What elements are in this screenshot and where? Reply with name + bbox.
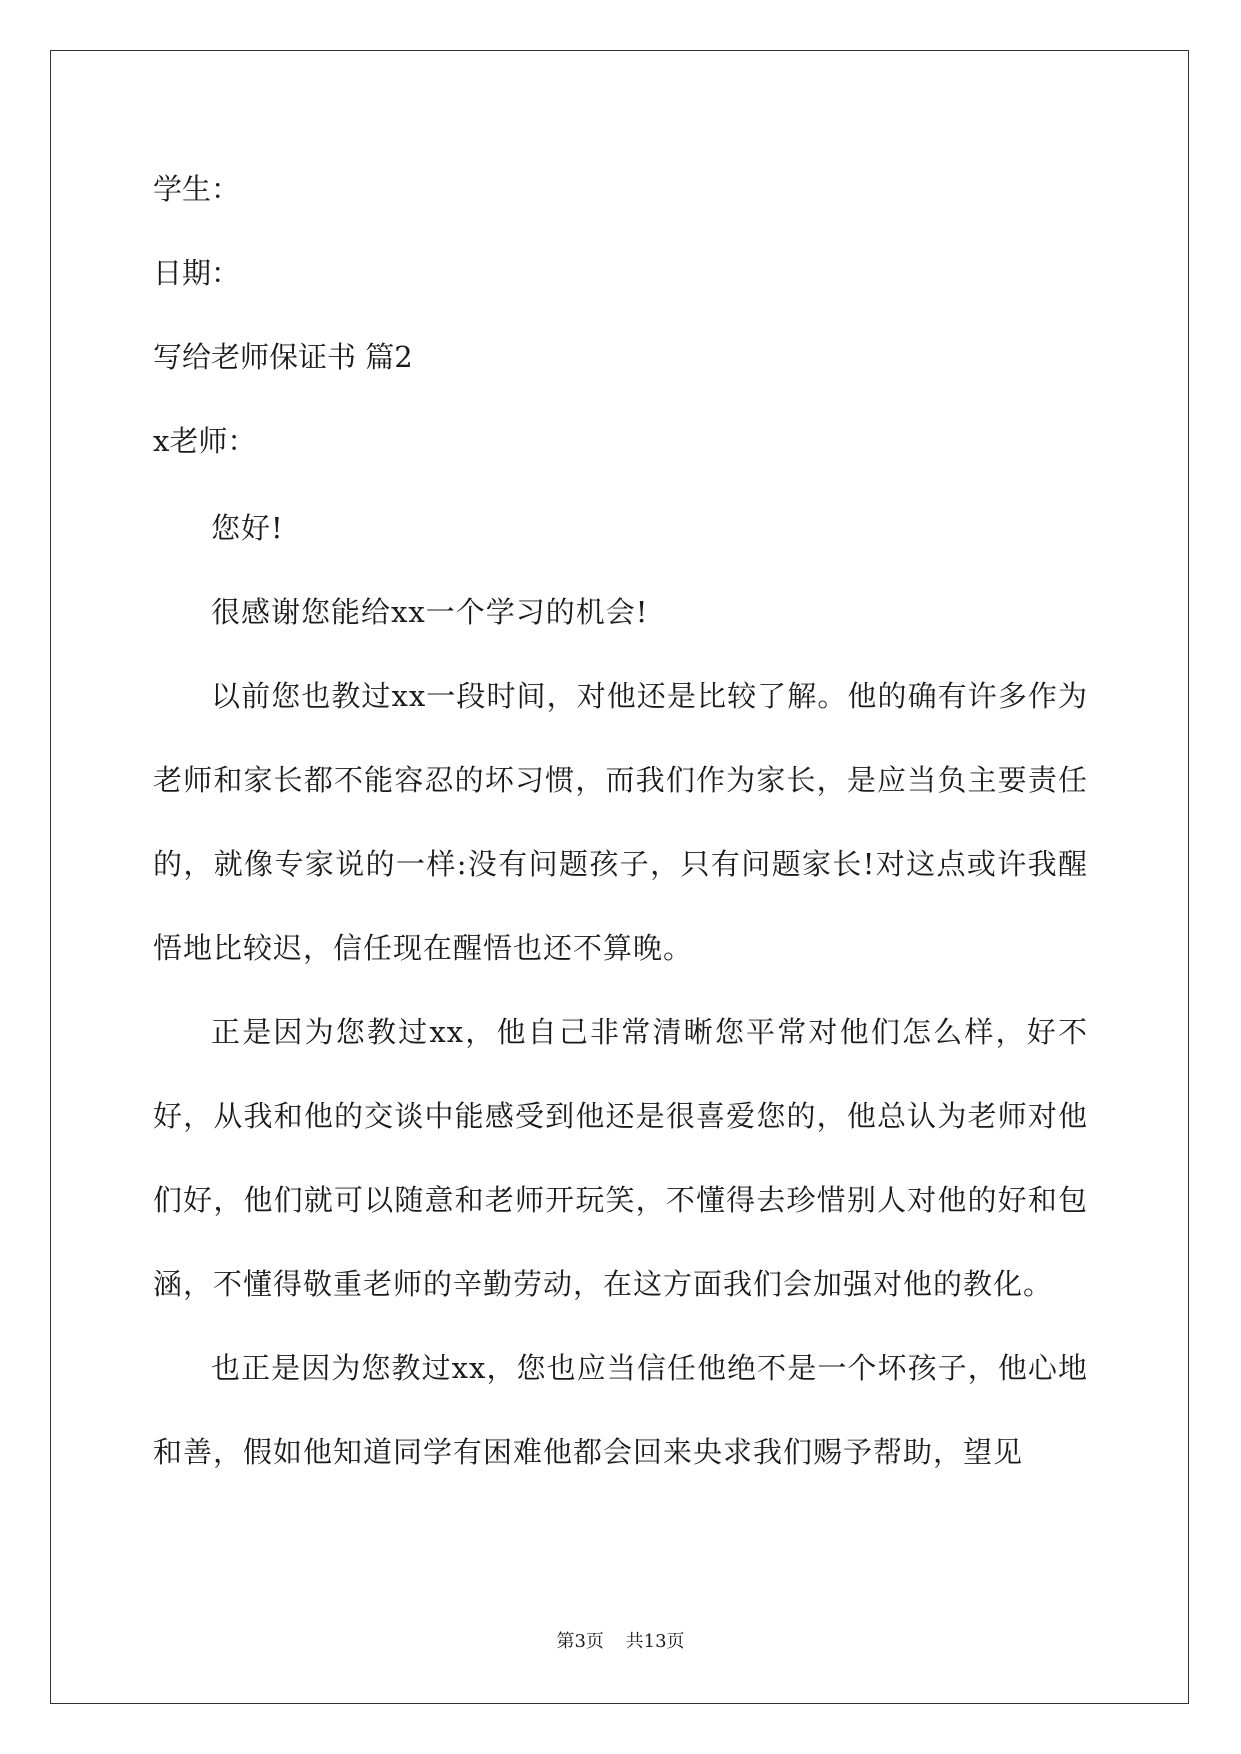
page-footer — [0, 1627, 1241, 1653]
salutation: x老师： — [153, 424, 257, 458]
student-line: 学生： — [153, 172, 241, 206]
paragraph-body: 正是因为您教过xx，他自己非常清晰您平常对他们怎么样，好不好，从我和他的交谈中能感受到他还是很喜爱您的，他总认为老师对他们好，他们就可以随意和老师开玩笑，不懂得去珍惜别人对他的好和包涵，不懂得敬重老师的辛勤劳动，在这方面我们会加强对他的教化。 — [153, 1015, 1088, 1301]
paragraph-greeting: 您好! — [211, 511, 284, 545]
paragraph-body: 以前您也教过xx一段时间，对他还是比较了解。他的确有许多作为老师和家长都不能容忍的坏习惯，而我们作为家长，是应当负主要责任的，就像专家说的一样:没有问题孩子，只有问题家长!对这点或许我醒悟地比较迟，信任现在醒悟也还不算晚。 — [153, 679, 1088, 965]
date-line: 日期： — [153, 256, 241, 290]
paragraph-thanks: 很感谢您能给xx一个学习的机会! — [211, 595, 649, 629]
document-body — [153, 170, 1088, 1494]
page-total: 共13页 — [625, 1631, 685, 1652]
paragraph-body: 也正是因为您教过xx，您也应当信任他绝不是一个坏孩子，他心地和善，假如他知道同学有困难他都会回来央求我们赐予帮助，望见 — [153, 1351, 1088, 1469]
section-heading: 写给老师保证书 篇2 — [153, 340, 413, 374]
page-number: 第3页 — [556, 1631, 604, 1652]
